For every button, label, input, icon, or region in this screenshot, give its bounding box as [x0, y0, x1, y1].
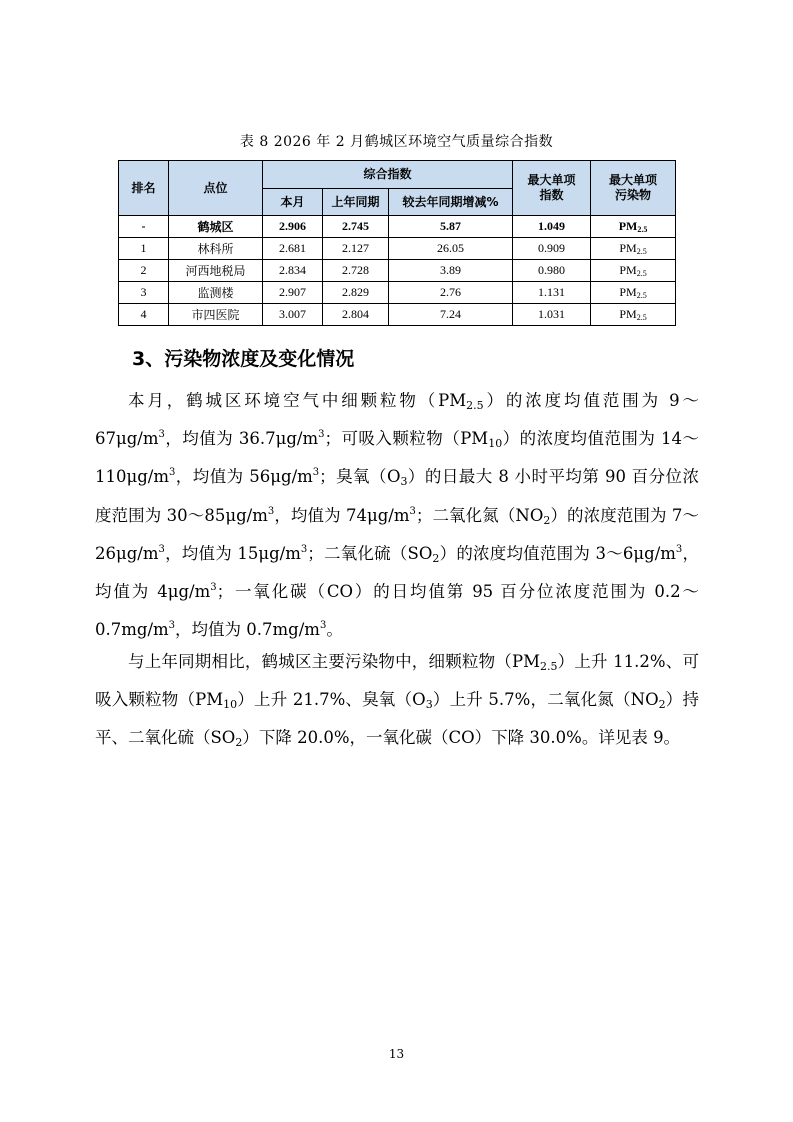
cell-max-index: 1.131 [513, 282, 591, 304]
cell-pollutant: $PM_{2.5}$ [591, 260, 676, 282]
cell-pollutant: $PM_{2.5}$ [591, 282, 676, 304]
header-composite-index: 综合指数 [263, 161, 513, 189]
cell-site: 河西地税局 [169, 260, 263, 282]
table-row [119, 260, 676, 282]
yoy-comparison-paragraph: 与上年同期相比，鹤城区主要污染物中，细颗粒物$(PM_{2.5})$上升 11.2%、可吸入颗粒物$(PM_{10})$上升 21.7%、臭氧$(O_3)$上升 5.7%，二氧化氮$(NO_2)$持平、二氧化硫$(SO_2)$下降 20.0%，一氧化碳（CO）下降 30.0%。详见表 9。 [95, 652, 699, 750]
cell-site: 市四医院 [169, 304, 263, 326]
header-max-single-index [513, 161, 591, 216]
cell-change: 7.24 [389, 304, 513, 326]
cell-pollutant: $PM_{2.5}$ [591, 304, 676, 326]
cell-last-year: 2.728 [323, 260, 389, 282]
cell-change: 5.87 [389, 216, 513, 238]
header-yoy-change: 较去年同期增减% [389, 189, 513, 216]
cell-current: 2.681 [263, 238, 323, 260]
page-number: 13 [388, 1047, 405, 1061]
cell-current: 2.907 [263, 282, 323, 304]
cell-site: 林科所 [169, 238, 263, 260]
cell-current: 3.007 [263, 304, 323, 326]
header-site: 点位 [169, 161, 263, 216]
cell-pollutant: $PM_{2.5}$ [591, 238, 676, 260]
table-row [119, 304, 676, 326]
cell-change: 3.89 [389, 260, 513, 282]
cell-rank: 3 [119, 282, 169, 304]
cell-current: 2.834 [263, 260, 323, 282]
cell-change: 2.76 [389, 282, 513, 304]
cell-pollutant: $PM_{2.5}$ [591, 216, 676, 238]
cell-site: 监测楼 [169, 282, 263, 304]
table-row [119, 282, 676, 304]
cell-max-index: 0.909 [513, 238, 591, 260]
cell-last-year: 2.127 [323, 238, 389, 260]
header-max-single-pollutant-line2: 污染物 [615, 188, 652, 202]
header-max-single-index-line2: 指数 [539, 188, 564, 202]
table-caption: 表 8 2026 年 2 月鹤城区环境空气质量综合指数 [239, 134, 554, 150]
header-max-single-index-line1: 最大单项 [527, 173, 576, 187]
cell-max-index: 0.980 [513, 260, 591, 282]
cell-last-year: 2.829 [323, 282, 389, 304]
air-quality-index-table [118, 160, 676, 326]
cell-rank: 2 [119, 260, 169, 282]
cell-rank: 1 [119, 238, 169, 260]
header-max-single-pollutant-line1: 最大单项 [609, 173, 658, 187]
table-row [119, 216, 676, 238]
cell-site: 鹤城区 [169, 216, 263, 238]
cell-change: 26.05 [389, 238, 513, 260]
header-rank: 排名 [119, 161, 169, 216]
pollutant-concentration-paragraph: 本月，鹤城区环境空气中细颗粒物$(PM_{2.5})$的浓度均值范围为 $9\sim 67\mu g/m^3$，均值为 $36.7\mu g/m^3$；可吸入颗粒物$(PM_{10})$的浓度均值范围为 $14\sim 110\mu g/m^3$，均值为 $56\mu g/m^3$；臭氧$(O_3)$的日最大 8 小时平均第 90 百分位浓度范围为 $30\sim 85\mu g/m^3$，均值为 $74\mu g/m^3$；二氧化氮$(NO_2)$的浓度范围为 $7\sim 26\mu g/m^3$，均值为 $15\mu g/m^3$；二氧化硫$(SO_2)$的浓度均值范围为 $3\sim 6\mu g/m^3$，均值为 $4\mu g/m^3$；一氧化碳（CO）的日均值第 95 百分位浓度范围为 $0.2\sim 0.7mg/m^3$，均值为 $0.7mg/m^3$。 [95, 391, 700, 640]
header-current-month: 本月 [263, 189, 323, 216]
cell-max-index: 1.049 [513, 216, 591, 238]
cell-last-year: 2.804 [323, 304, 389, 326]
cell-rank: 4 [119, 304, 169, 326]
cell-rank: - [119, 216, 169, 238]
section-heading: 3、污染物浓度及变化情况 [132, 348, 355, 370]
header-max-single-pollutant [591, 161, 676, 216]
header-last-year: 上年同期 [323, 189, 389, 216]
cell-last-year: 2.745 [323, 216, 389, 238]
cell-current: 2.906 [263, 216, 323, 238]
cell-max-index: 1.031 [513, 304, 591, 326]
table-row [119, 238, 676, 260]
